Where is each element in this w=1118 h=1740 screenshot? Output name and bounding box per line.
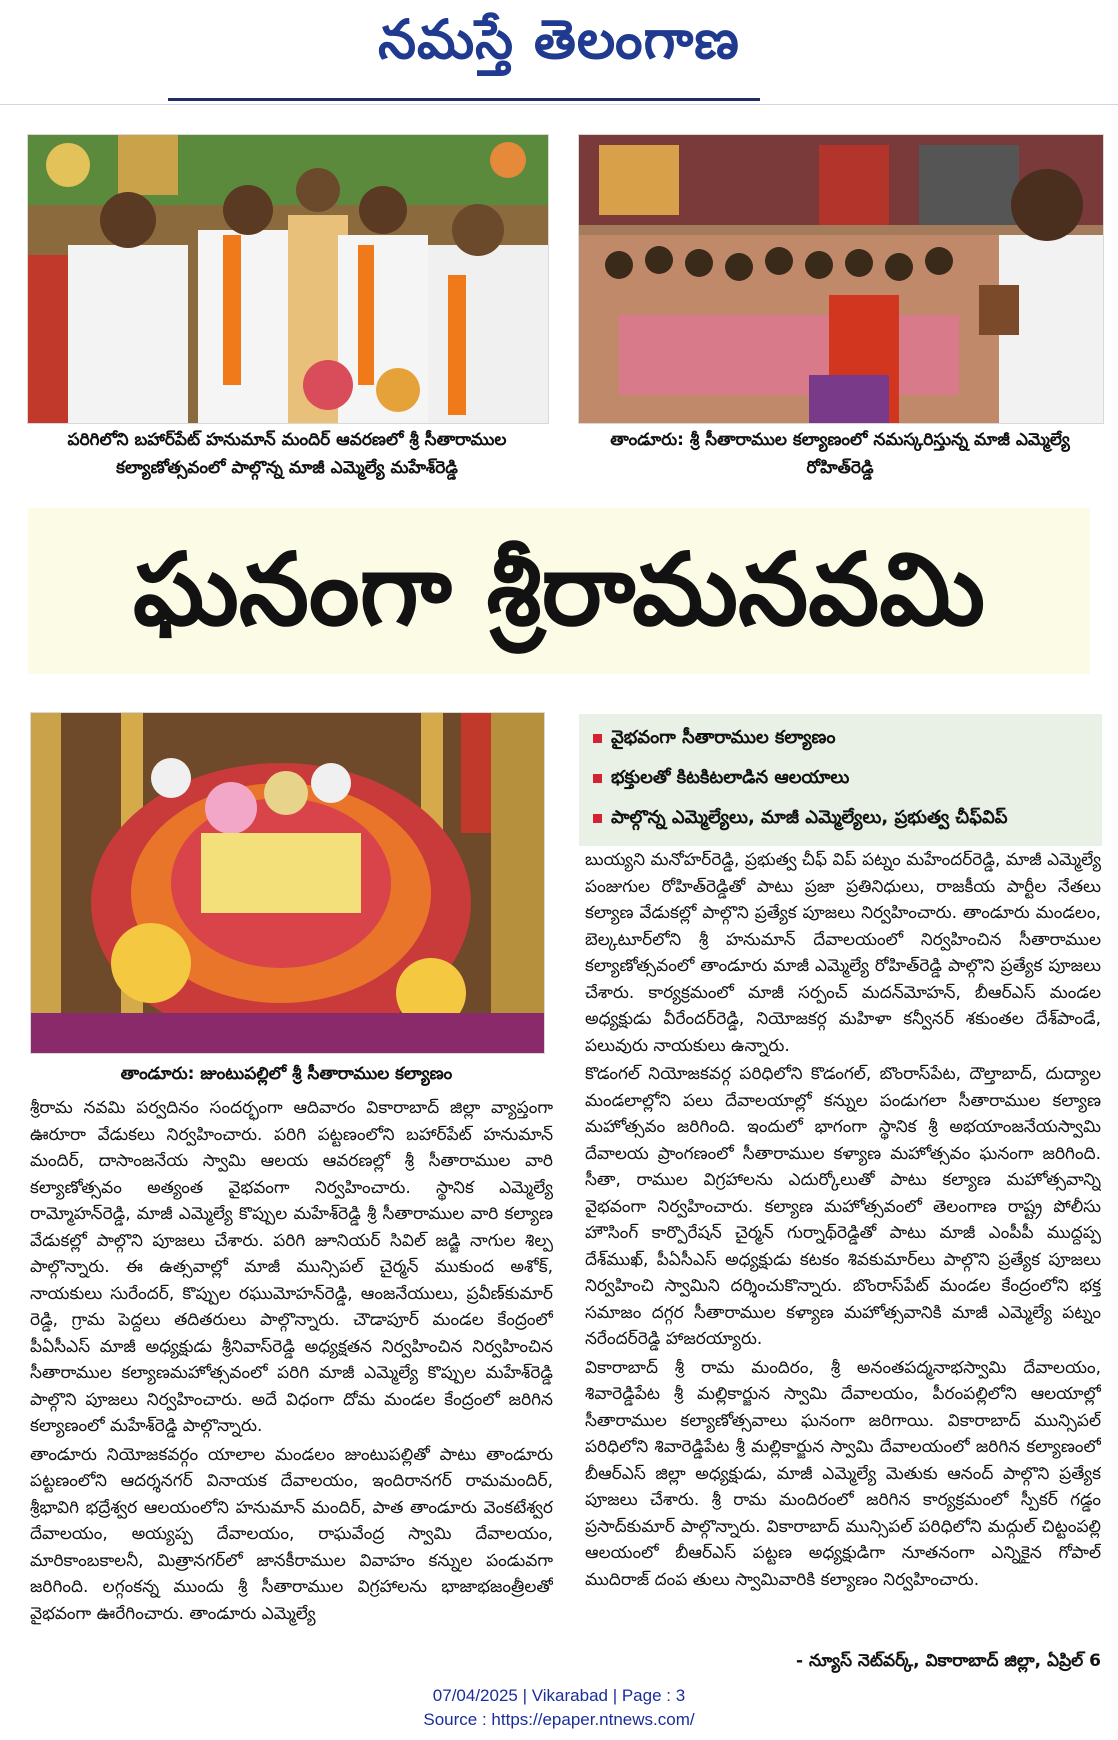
photo-caption-1: పరిగిలోని బహార్‌పేట్ హనుమాన్ మందిర్ ఆవరణలో శ్రీ సీతారాముల కల్యాణోత్సవంలో పాల్గొన్న మాజీ ఎమ్మెల్యే మహేశ్‌రెడ్డి [67, 430, 507, 478]
masthead [0, 0, 1118, 100]
headline-banner [28, 508, 1090, 674]
photo-caption-3: తాండూరు: జుంటుపల్లిలో శ్రీ సీతారాముల కల్యాణం [120, 1064, 453, 1084]
bullet-icon [593, 774, 602, 783]
highlights-box [579, 714, 1102, 846]
photo-caption-2: తాండూరు: శ్రీ సీతారాముల కల్యాణంలో నమస్కరిస్తున్న మాజీ ఎమ్మెల్యే రోహిత్‌రెడ్డి [610, 430, 1070, 478]
article-right-column [585, 847, 1101, 1647]
footer-date-line: 07/04/2025 | Vikarabad | Page : 3 [432, 1686, 686, 1705]
masthead-divider [0, 104, 1118, 105]
masthead-rule [168, 98, 760, 101]
bullet-icon [593, 814, 602, 823]
article-paragraph: కొడంగల్ నియోజకవర్గ పరిధిలోని కొడంగల్, బొంరాస్‌పేట, దౌల్తాబాద్, దుద్యాల మండలాల్లోని పలు దేవాలయాల్లో కన్నుల పండుగలా సీతారాముల కల్యాణ మహోత్సవం జరిగింది. ఇందులో భాగంగా స్థానిక శ్రీ అభయాంజనేయస్వామి దేవాలయ ప్రాంగణంలో సీతారాముల కళ్యాణ మహోత్సవం ఘనంగా జరిగింది. సీతా, రాముల విగ్రహాలను ఎదుర్కోలుతో పాటు కల్యాణ మహోత్సవాన్ని వైభవంగా నిర్వహించారు. కల్యాణ మహోత్సవంలో తెలంగాణ రాష్ట్ర పోలీసు హౌసింగ్ కార్పొరేషన్ చైర్మన్ గుర్నాథ్‌రెడ్డితో పాటు మాజీ ఎంపీపీ ముద్దప్ప దేశ్‌ముఖ్, పీఏసీఎస్ అధ్యక్షుడు కటకం శివకుమార్‌లు పాల్గొని ప్రత్యేక పూజలు నిర్వహించి స్వామిని దర్శించుకొన్నారు. బొంరాస్‌పేట్ మండల కేంద్రంలోని భక్త సమాజం దగ్గర సీతారాముల కళ్యాణ మహోత్సవానికి మాజీ ఎమ్మెల్యే పట్నం నరేందర్‌రెడ్డి హాజరయ్యారు. [585, 1064, 1101, 1349]
article-left-column [30, 1095, 553, 1655]
article-paragraph: తాండూరు నియోజకవర్గం యాలాల మండలం జుంటుపల్లితో పాటు తాండూరు పట్టణంలోని ఆదర్శనగర్ వినాయక దేవాలయం, ఇందిరానగర్ రామమందిర్, శ్రీభావిగి భద్రేశ్వర ఆలయంలోని హనుమాన్ మందిర్, పాత తాండూరు వెంకటేశ్వర దేవాలయం, అయ్యప్ప దేవాలయం, రాఘవేంద్ర స్వామి దేవాలయం, మారికాంబకాలనీ, మిత్రానగర్‌లో జానకీరాముల వివాహం కన్నుల పండువగా జరిగింది. లగ్గంకన్న ముందు శ్రీ సీతారాముల విగ్రహాలను భాజాభజంత్రీలతో వైభవంగా ఊరేగించారు. తాండూరు ఎమ్మెల్యే [30, 1444, 553, 1624]
footer-source-link[interactable]: Source : https://epaper.ntnews.com/ [423, 1710, 695, 1729]
hanuman-mandir-photo [27, 134, 549, 424]
headline: ఘనంగా శ్రీరామనవమి [132, 531, 986, 648]
article-paragraph: బుయ్యని మనోహర్‌రెడ్డి, ప్రభుత్వ చీఫ్ విప్ పట్నం మహేందర్‌రెడ్డి, మాజీ ఎమ్మెల్యే పంజుగుల రోహిత్‌రెడ్డితో పాటు ప్రజా ప్రతినిధులు, రాజకీయ పార్టీల నేతలు కల్యాణ వేడుకల్లో పాల్గొని ప్రత్యేక పూజలు నిర్వహించారు. తాండూరు మండలం, బెల్కటూర్‌లోని శ్రీ హనుమాన్ దేవాలయంలో నిర్వహించిన సీతారాముల కల్యాణోత్సవంలో తాండూరు మాజీ ఎమ్మెల్యే రోహిత్‌రెడ్డి పాల్గొని ప్రత్యేక పూజలు చేశారు. కార్యక్రమంలో మాజీ సర్పంచ్ మదన్‌మోహన్, బీఆర్‌ఎస్ మండల అధ్యక్షుడు వీరేందర్‌రెడ్డి, నియోజకర్గ మహిళా కన్వీనర్ శకుంతల దేశ్‌పాండే, పలువురు నాయకులు ఉన్నారు. [585, 850, 1101, 1056]
article-byline: - న్యూస్ నెట్‌వర్క్, వికారాబాద్ జిల్లా, ఏప్రిల్ 6 [796, 1651, 1101, 1671]
highlight-item: పాల్గొన్న ఎమ్మెల్యేలు, మాజీ ఎమ్మెల్యేలు, ప్రభుత్వ చీఫ్‌విప్ [593, 802, 1093, 834]
tandur-photo [578, 134, 1104, 424]
article-paragraph: శ్రీరామ నవమి పర్వదినం సందర్భంగా ఆదివారం వికారాబాద్ జిల్లా వ్యాప్తంగా ఊరూరా వేడుకలు నిర్వహించారు. పరిగి పట్టణంలోని బహార్‌పేట్ హనుమాన్ మందిర్, దాసాంజనేయ స్వామి ఆలయ ఆవరణల్లో శ్రీ సీతారాముల వారి కల్యాణోత్సవం అత్యంత వైభవంగా నిర్వహించారు. స్థానిక ఎమ్మెల్యే రామ్మోహన్‌రెడ్డి, మాజీ ఎమ్మెల్యే కొప్పుల మహేశ్‌రెడ్డి శ్రీ సీతారాముల వారి కల్యాణ వేడుకల్లో పాల్గొని పూజలు చేశారు. పరిగి జూనియర్ సివిల్ జడ్జి నాగుల శిల్ప పాల్గొన్నారు. ఈ ఉత్సవాల్లో మాజీ మున్సిపల్ చైర్మన్ ముకుంద అశోక్, నాయకులు సురేందర్, కొప్పుల రఘుమోహన్‌రెడ్డి, ఆంజనేయులు, ప్రవీణ్‌కుమార్ రెడ్డి, గ్రామ పెద్దలు తదితరులు పాల్గొన్నారు. చౌడాపూర్ మండల కేంద్రంలో పీఏసీఎస్ మాజీ అధ్యక్షుడు శ్రీనివాస్‌రెడ్డి అధ్యక్షతన నిర్వహించిన నిర్వహించిన సీతారాముల కల్యాణమహోత్సవంలో పరిగి మాజీ ఎమ్మెల్యే కొప్పుల మహేశ్‌రెడ్డి పాల్గొని పూజలు నిర్వహించారు. అదే విధంగా దోమ మండల కేంద్రంలో జరిగిన కల్యాణంలో మహేశ్‌రెడ్డి పాల్గొన్నారు. [30, 1098, 553, 1436]
highlight-item: వైభవంగా సీతారాముల కల్యాణం [593, 722, 1093, 754]
idol-photo [30, 712, 545, 1054]
highlight-item: భక్తులతో కిటకిటలాడిన ఆలయాలు [593, 762, 1093, 794]
bullet-icon [593, 734, 602, 743]
newspaper-logo: నమస్తే తెలంగాణ [378, 8, 740, 71]
article-paragraph: వికారాబాద్ శ్రీ రామ మందిరం, శ్రీ అనంతపద్మనాభస్వామి దేవాలయం, శివారెడ్డిపేట శ్రీ మల్లికార్జున స్వామి దేవాలయం, పీరంపల్లిలోని ఆలయాల్లో సీతారాముల కల్యాణోత్సవాలు ఘనంగా జరిగాయి. వికారాబాద్ మున్సిపల్ పరిధిలోని శివారెడ్డిపేట శ్రీ మల్లికార్జున స్వామి దేవాలయంలో జరిగిన కల్యాణంలో బీఆర్‌ఎస్ జిల్లా అధ్యక్షుడు, మాజీ ఎమ్మెల్యే మెతుకు ఆనంద్ పాల్గొని ప్రత్యేక పూజలు చేశారు. శ్రీ రామ మందిరంలో జరిగిన కార్యక్రమంలో స్పీకర్ గడ్డం ప్రసాద్‌కుమార్ పాల్గొన్నారు. వికారాబాద్ మున్సిపల్ పరిధిలోని మద్గుల్ చిట్టంపల్లి ఆలయంలో బీఆర్‌ఎస్ పట్టణ అధ్యక్షుడిగా నూతనంగా ఎన్నికైన గోపాల్ ముదిరాజ్ దంప తులు స్వామివారికి కల్యాణం నిర్వహించారు. [585, 1357, 1101, 1590]
